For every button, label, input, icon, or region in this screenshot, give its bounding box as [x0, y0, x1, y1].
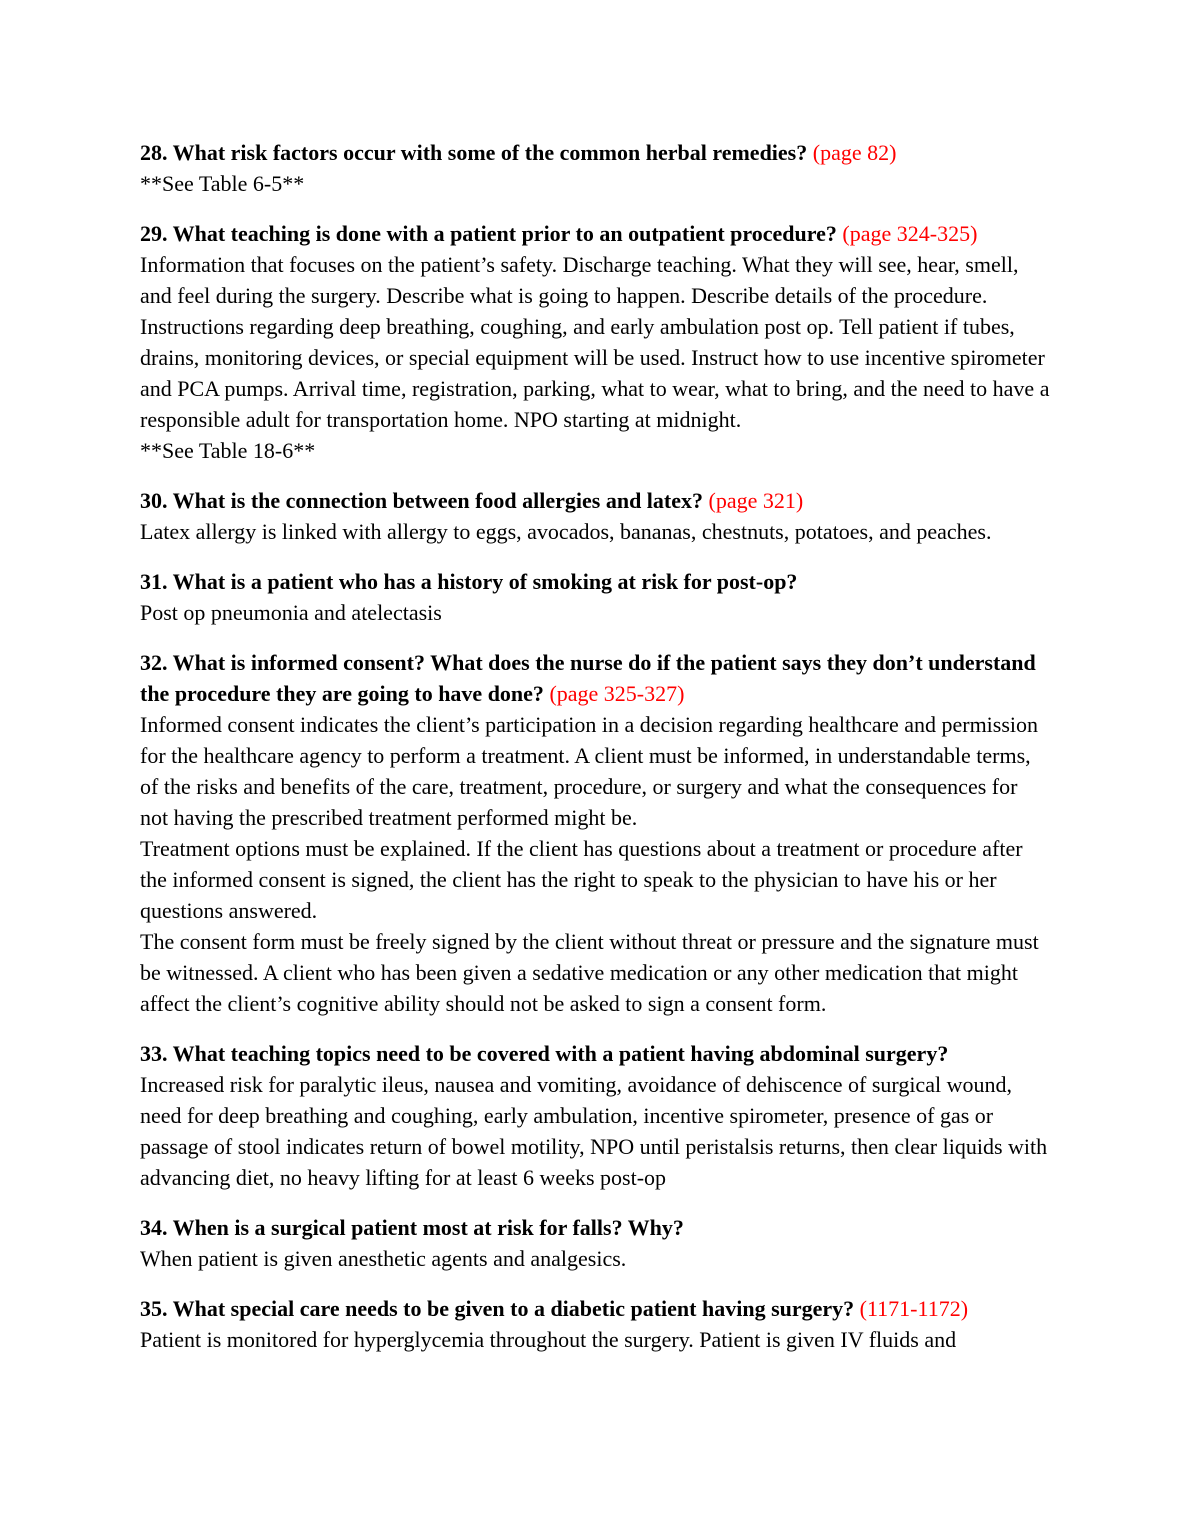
- qa-item-35: [140, 1293, 1050, 1355]
- answer-text: **See Table 18-6**: [140, 438, 316, 463]
- question-34: [140, 1212, 1050, 1243]
- question-text: 29. What teaching is done with a patient prior to an outpatient procedure?: [140, 221, 837, 246]
- answer-text: **See Table 6-5**: [140, 171, 305, 196]
- question-text: 31. What is a patient who has a history of smoking at risk for post-op?: [140, 569, 798, 594]
- question-35: [140, 1293, 1050, 1324]
- question-text: 33. What teaching topics need to be covered with a patient having abdominal surgery?: [140, 1041, 949, 1066]
- answer-text: Patient is monitored for hyperglycemia throughout the surgery. Patient is given IV fluids and: [140, 1327, 957, 1352]
- page-reference: (page 321): [708, 488, 804, 513]
- answer-text: Information that focuses on the patient’s safety. Discharge teaching. What they will see, hear, smell, and feel during the surgery. Describe what is going to happen. Describe details of the procedure. Instructions regarding deep breathing, coughing, and early ambulation post op. Tell patient if tubes, drains, monitoring devices, or special equipment will be used. Instruct how to use incentive spirometer and PCA pumps. Arrival time, registration, parking, what to wear, what to bring, and the need to have a responsible adult for transportation home. NPO starting at midnight.: [140, 252, 1050, 432]
- document-page: [140, 137, 1050, 1374]
- answer-text: Post op pneumonia and atelectasis: [140, 600, 442, 625]
- page-reference: (page 82): [812, 140, 897, 165]
- page-reference: (page 324-325): [842, 221, 978, 246]
- qa-item-32: [140, 647, 1050, 1019]
- qa-item-28: [140, 137, 1050, 199]
- question-30: [140, 485, 1050, 516]
- qa-item-30: [140, 485, 1050, 547]
- question-text: 28. What risk factors occur with some of the common herbal remedies?: [140, 140, 808, 165]
- answer-text: The consent form must be freely signed by the client without threat or pressure and the signature must be witnessed. A client who has been given a sedative medication or any other medication that might affect the client’s cognitive ability should not be asked to sign a consent form.: [140, 929, 1039, 1016]
- qa-item-33: [140, 1038, 1050, 1193]
- question-31: [140, 566, 1050, 597]
- answer-text: Treatment options must be explained. If the client has questions about a treatment or procedure after the informed consent is signed, the client has the right to speak to the physician to have his or her questions answered.: [140, 836, 1023, 923]
- qa-item-34: [140, 1212, 1050, 1274]
- answer-text: Informed consent indicates the client’s participation in a decision regarding healthcare and permission for the healthcare agency to perform a treatment. A client must be informed, in understandable terms, of the risks and benefits of the care, treatment, procedure, or surgery and what the consequences for not having the prescribed treatment performed might be.: [140, 712, 1039, 830]
- question-28: [140, 137, 1050, 168]
- answer-text: Latex allergy is linked with allergy to eggs, avocados, bananas, chestnuts, potatoes, and peaches.: [140, 519, 992, 544]
- question-33: [140, 1038, 1050, 1069]
- answer-text: When patient is given anesthetic agents and analgesics.: [140, 1246, 627, 1271]
- question-text: 35. What special care needs to be given to a diabetic patient having surgery?: [140, 1296, 855, 1321]
- question-text: 34. When is a surgical patient most at risk for falls? Why?: [140, 1215, 684, 1240]
- qa-item-31: [140, 566, 1050, 628]
- page-reference: (1171-1172): [859, 1296, 969, 1321]
- page-reference: (page 325-327): [549, 681, 685, 706]
- qa-item-29: [140, 218, 1050, 466]
- question-32: [140, 647, 1050, 709]
- question-29: [140, 218, 1050, 249]
- question-text: 30. What is the connection between food allergies and latex?: [140, 488, 704, 513]
- question-text: 32. What is informed consent? What does the nurse do if the patient says they don’t understand the procedure they are going to have done?: [140, 650, 1036, 706]
- answer-text: Increased risk for paralytic ileus, nausea and vomiting, avoidance of dehiscence of surgical wound, need for deep breathing and coughing, early ambulation, incentive spirometer, presence of gas or passage of stool indicates return of bowel motility, NPO until peristalsis returns, then clear liquids with advancing diet, no heavy lifting for at least 6 weeks post-op: [140, 1072, 1048, 1190]
